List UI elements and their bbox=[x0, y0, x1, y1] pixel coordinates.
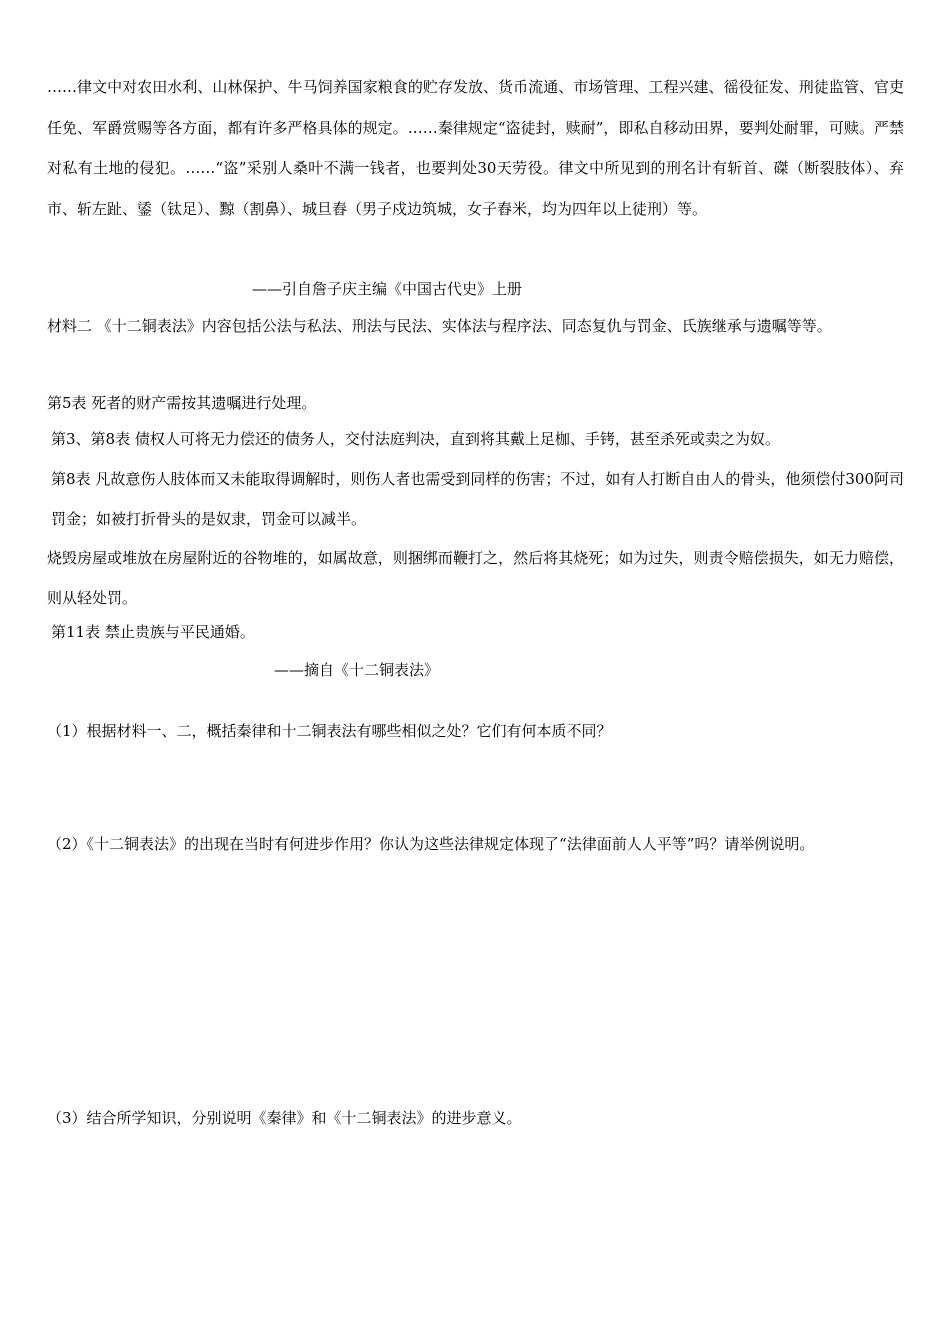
table5-clause: 第5表 死者的财产需按其遗嘱进行处理。 bbox=[47, 394, 317, 412]
question-2: （2）《十二铜表法》的出现在当时有何进步作用？你认为这些法律规定体现了“法律面前人人平等”吗？请举例说明。 bbox=[47, 835, 815, 853]
table3-8-clause: 第3、第8表 债权人可将无力偿还的债务人，交付法庭判决，直到将其戴上足枷、手铐，甚至杀死或卖之为奴。 bbox=[51, 430, 780, 448]
table8-clause: 第8表 凡故意伤人肢体而又未能取得调解时，则伤人者也需受到同样的伤害；不过，如有人打断自由人的骨头，他须偿付300阿司罚金；如被打折骨头的是奴隶，罚金可以减半。 bbox=[51, 470, 904, 528]
material2-citation: ——摘自《十二铜表法》 bbox=[274, 661, 440, 679]
arson-clause: 烧毁房屋或堆放在房屋附近的谷物堆的，如属故意，则捆绑而鞭打之，然后将其烧死；如为过失，则责令赔偿损失，如无力赔偿，则从轻处罚。 bbox=[47, 549, 904, 607]
material1-paragraph: ……律文中对农田水利、山林保护、牛马饲养国家粮食的贮存发放、货币流通、市场管理、工程兴建、徭役征发、刑徒监管、官吏任免、军爵赏赐等各方面，都有许多严格具体的规定。……秦律规定“盗徒封，赎耐”，即私自移动田界，要判处耐罪，可赎。严禁对私有土地的侵犯。……“盗”采别人桑叶不满一钱者，也要判处30天劳役。律文中所见到的刑名计有斩首、磔（断裂肢体）、弃市、斩左趾、鋈（钛足）、黥（割鼻）、城旦舂（男子戍边筑城，女子舂米，均为四年以上徒刑）等。 bbox=[47, 78, 904, 218]
question-3: （3）结合所学知识，分别说明《秦律》和《十二铜表法》的进步意义。 bbox=[47, 1109, 522, 1127]
material1-citation: ——引自詹子庆主编《中国古代史》上册 bbox=[252, 280, 523, 298]
question-1: （1）根据材料一、二，概括秦律和十二铜表法有哪些相似之处？它们有何本质不同？ bbox=[47, 722, 612, 740]
material2-intro: 材料二 《十二铜表法》内容包括公法与私法、刑法与民法、实体法与程序法、同态复仇与罚金、氏族继承与遗嘱等等。 bbox=[47, 317, 832, 335]
table11-clause: 第11表 禁止贵族与平民通婚。 bbox=[51, 623, 255, 641]
